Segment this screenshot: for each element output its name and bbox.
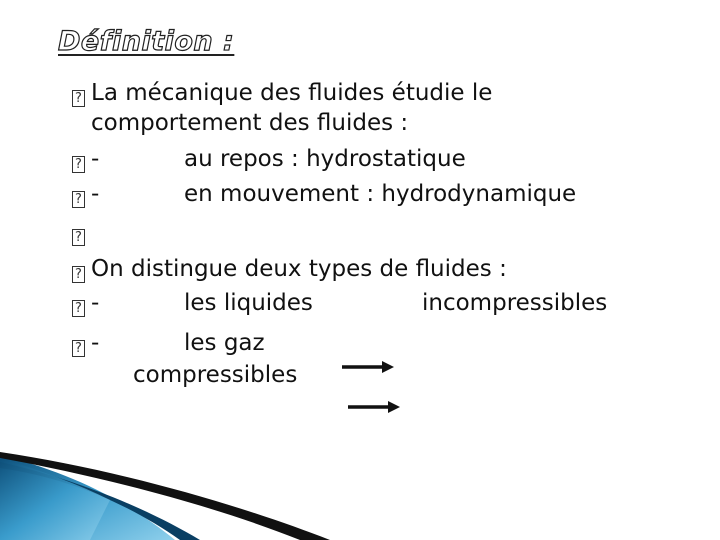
bullet-line-1 xyxy=(72,79,492,107)
bullet-line-5 xyxy=(72,289,608,317)
bullet-box-icon: ? xyxy=(72,90,85,107)
bullet-box-icon: ? xyxy=(72,191,85,208)
line-dash: - xyxy=(91,181,100,207)
bullet-line-6 xyxy=(72,329,265,357)
line-text: compressibles xyxy=(133,362,298,388)
line-text: en mouvement : hydrodynamique xyxy=(184,181,577,207)
line-dash: - xyxy=(91,146,100,172)
bullet-box-icon: ? xyxy=(72,156,85,173)
line-text: les gaz xyxy=(184,330,265,356)
bullet-line-1-continued xyxy=(91,109,408,137)
bullet-box-icon: ? xyxy=(72,266,85,283)
bullet-line-2 xyxy=(72,145,466,173)
bullet-box-icon: ? xyxy=(72,300,85,317)
bullet-line-3 xyxy=(72,180,577,208)
bullet-line-empty xyxy=(72,218,91,246)
line-text: On distingue deux types de fluides : xyxy=(91,256,507,282)
bullet-line-6-continued xyxy=(133,361,297,389)
line-text: La mécanique des fluides étudie le xyxy=(91,80,493,106)
line-dash: - xyxy=(91,330,100,356)
line-text: au repos : hydrostatique xyxy=(184,146,466,172)
line-dash: - xyxy=(91,290,100,316)
line-text: comportement des fluides : xyxy=(91,110,409,136)
line-text-right: incompressibles xyxy=(422,290,608,316)
line-text: les liquides xyxy=(184,290,313,316)
bullet-box-icon: ? xyxy=(72,229,85,246)
bullet-box-icon: ? xyxy=(72,340,85,357)
bullet-line-4 xyxy=(72,255,507,283)
right-arrow-icon xyxy=(346,398,402,416)
right-arrow-icon xyxy=(340,358,396,376)
slide-title: Définition : xyxy=(58,26,235,57)
